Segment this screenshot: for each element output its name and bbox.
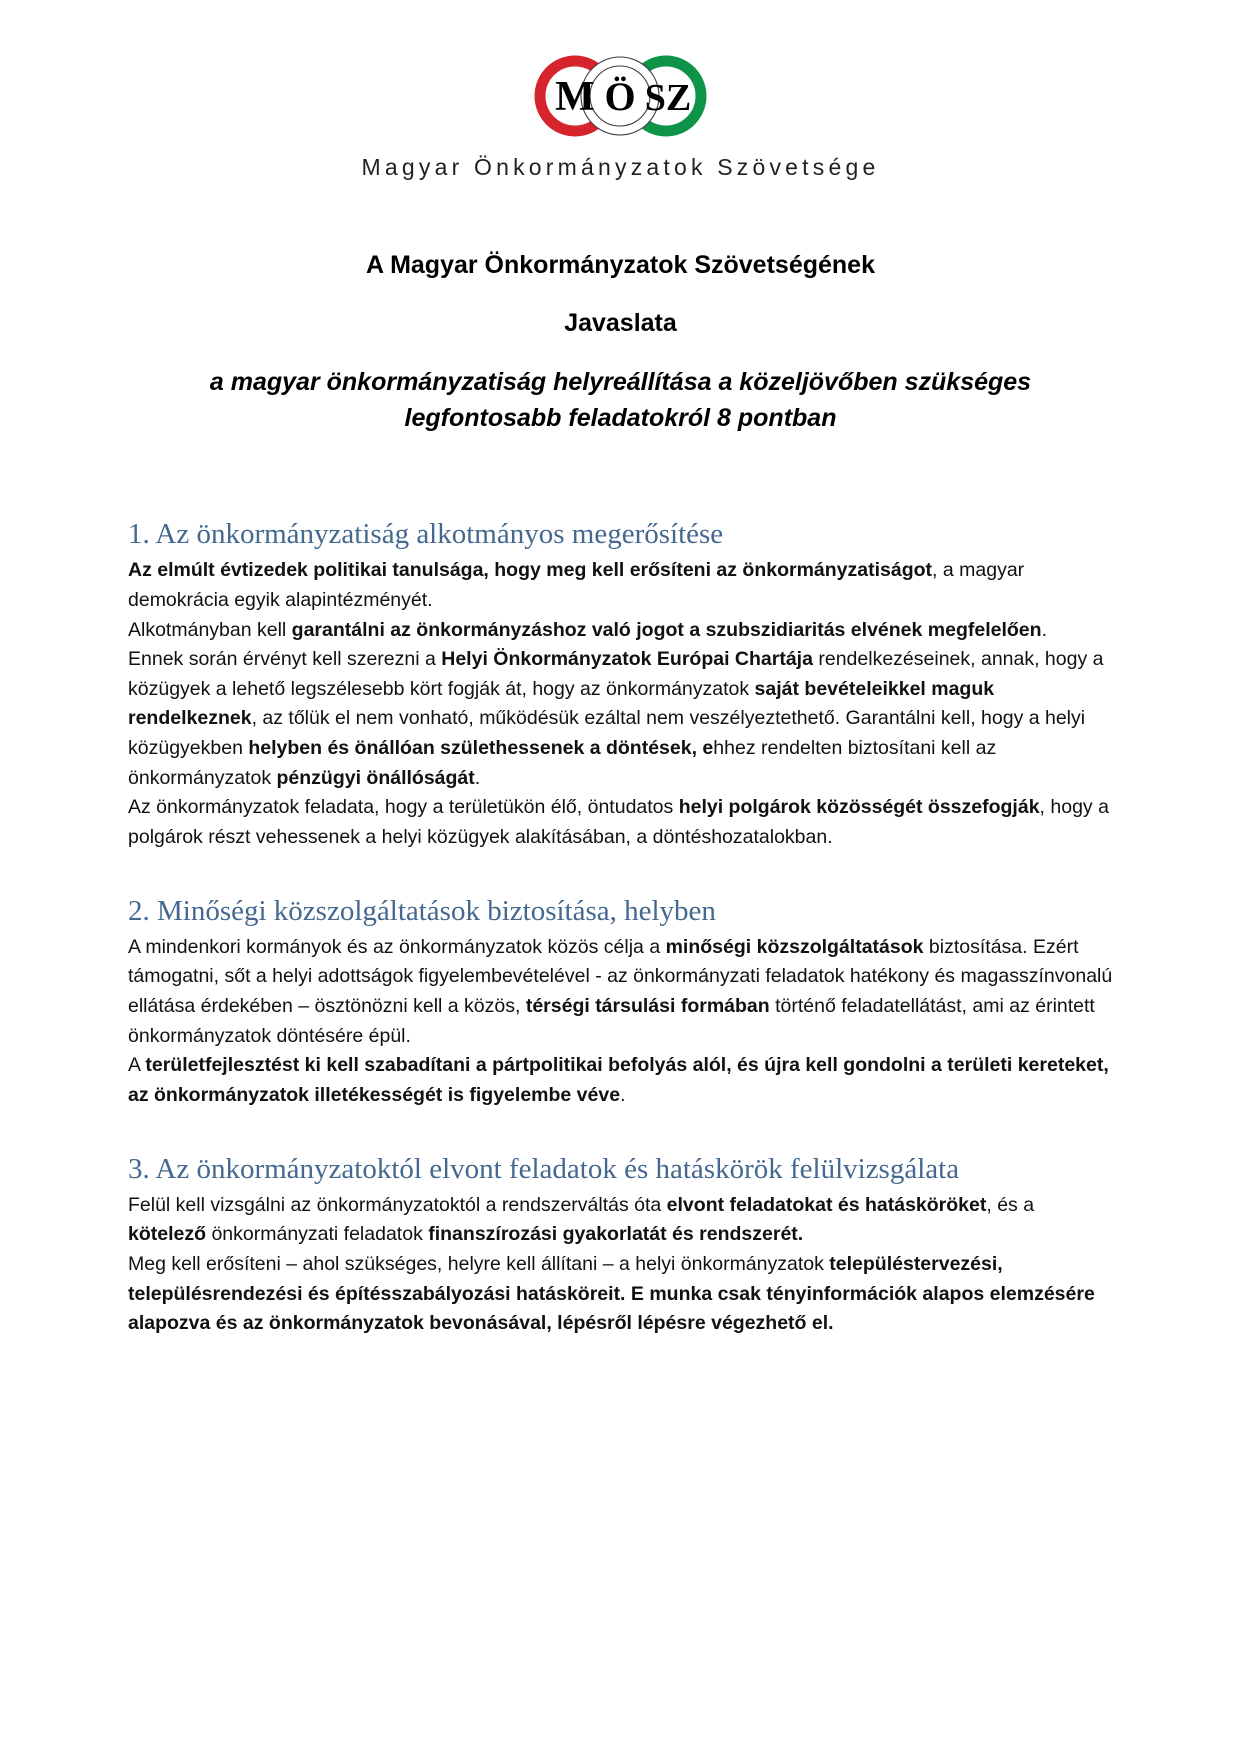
text-run-bold: kötelező [128,1223,207,1246]
mosz-logo-svg [508,52,733,140]
title-line-subject: a magyar önkormányzatiság helyreállítása a közeljövőben szükséges legfontosabb feladatokról 8 pontban [209,367,1032,432]
paragraph [128,933,1113,1052]
text-run-bold: pénzügyi önállóságát [276,766,475,789]
section-heading: 1. Az önkormányzatiság alkotmányos megerősítése [128,518,724,550]
title-line-organization: A Magyar Önkormányzatok Szövetségének [366,251,875,279]
section-heading: 3. Az önkormányzatoktól elvont feladatok és hatáskörök felülvizsgálata [128,1152,960,1185]
text-run: Felül kell vizsgálni az önkormányzatoktól a rendszerváltás óta [128,1193,667,1216]
section-heading: 2. Minőségi közszolgáltatások biztosítása, helyben [128,894,716,927]
text-run: . [1041,618,1047,641]
text-run-bold: saját bevételeikkel maguk rendelkeznek [128,677,995,730]
text-run-bold: minőségi közszolgáltatások [665,935,924,958]
section-body [128,933,1113,1111]
text-run: történő feladatellátást, ami az érintett önkormányzatok döntésére épül. [128,995,1095,1047]
paragraph [128,1191,1113,1250]
text-run: rendelkezéseinek, annak, hogy a közügyek a lehető legszélesebb kört fogják át, hogy az önkormányzatok [128,648,1104,700]
svg-text:SZ: SZ [644,77,692,119]
organization-name: Magyar Önkormányzatok Szövetsége [361,154,880,180]
text-run-bold: településtervezési, településrendezési és építésszabályozási hatásköreit. E munka csak tényinformációk alapos elemzésére alapozva és az önkormányzatok bevonásával, lépésről lépésre végezhető el. [128,1253,1095,1335]
text-run: , hogy a polgárok részt vehessenek a helyi közügyek alakításában, a döntéshozatalokban. [128,796,1109,848]
paragraph [128,1250,1113,1339]
text-run-bold: helyben és önállóan születhessenek a döntések, e [248,737,714,759]
text-run: hhez rendelten biztosítani kell az önkormányzatok [128,737,997,789]
text-run: , a magyar demokrácia egyik alapintézményét. [128,559,1025,611]
text-run: Ennek során érvényt kell szerezni a [128,648,442,671]
text-run: A mindenkori kormányok és az önkormányzatok közös célja a [128,935,666,958]
section-2 [128,893,1113,1111]
svg-text:Ö: Ö [604,74,636,119]
section-1 [128,516,1113,853]
text-run-bold: garantálni az önkormányzáshoz való jogot a szubszidiaritás elvének megfelelően [291,618,1042,641]
text-run: biztosítása. Ezért támogatni, sőt a helyi adottságok figyelembevételével - az önkormányzati feladatok hatékony és magasszínvonalú ellátása érdekében – ösztönözni kell a közös, [128,935,1113,1017]
paragraph [128,793,1113,852]
letterhead [0,0,1241,181]
document-title-block [0,247,1241,436]
text-run-bold: helyi polgárok közösségét összefogják [678,796,1040,819]
text-run-bold: finanszírozási gyakorlatát és rendszerét. [428,1223,804,1246]
text-run: , az tőlük el nem vonható, működésük ezáltal nem veszélyeztethető. Garantálni kell, hogy a helyi közügyekben [128,707,1086,759]
paragraph [128,1051,1113,1110]
section-body [128,1191,1113,1339]
text-run: önkormányzati feladatok [206,1223,429,1246]
paragraph [128,616,1113,646]
title-line-doctype: Javaslata [564,309,677,338]
mosz-logo [0,52,1241,140]
text-run: Alkotmányban kell [128,618,292,641]
text-run: A [128,1054,146,1077]
paragraph [128,556,1113,615]
text-run-bold: elvont feladatokat és hatásköröket [666,1193,987,1216]
text-run-bold: Az elmúlt évtizedek politikai tanulsága, hogy meg kell erősíteni az önkormányzatiságot [128,559,933,582]
svg-text:M: M [555,74,595,120]
section-3 [128,1151,1113,1339]
text-run: . [474,766,481,789]
text-run: . [620,1083,626,1106]
document-body [0,516,1241,1339]
text-run: , és a [986,1193,1035,1216]
text-run: Az önkormányzatok feladata, hogy a területükön élő, öntudatos [128,796,679,819]
text-run-bold: térségi társulási formában [525,995,770,1017]
section-body [128,556,1113,852]
text-run: Meg kell erősíteni – ahol szükséges, helyre kell állítani – a helyi önkormányzatok [128,1253,830,1275]
text-run-bold: Helyi Önkormányzatok Európai Chartája [441,648,813,671]
paragraph [128,645,1113,793]
text-run-bold: területfejlesztést ki kell szabadítani a pártpolitikai befolyás alól, és újra kell gondolni a területi kereteket, az önkormányzatok illetékességét is figyelembe véve [128,1054,1109,1106]
